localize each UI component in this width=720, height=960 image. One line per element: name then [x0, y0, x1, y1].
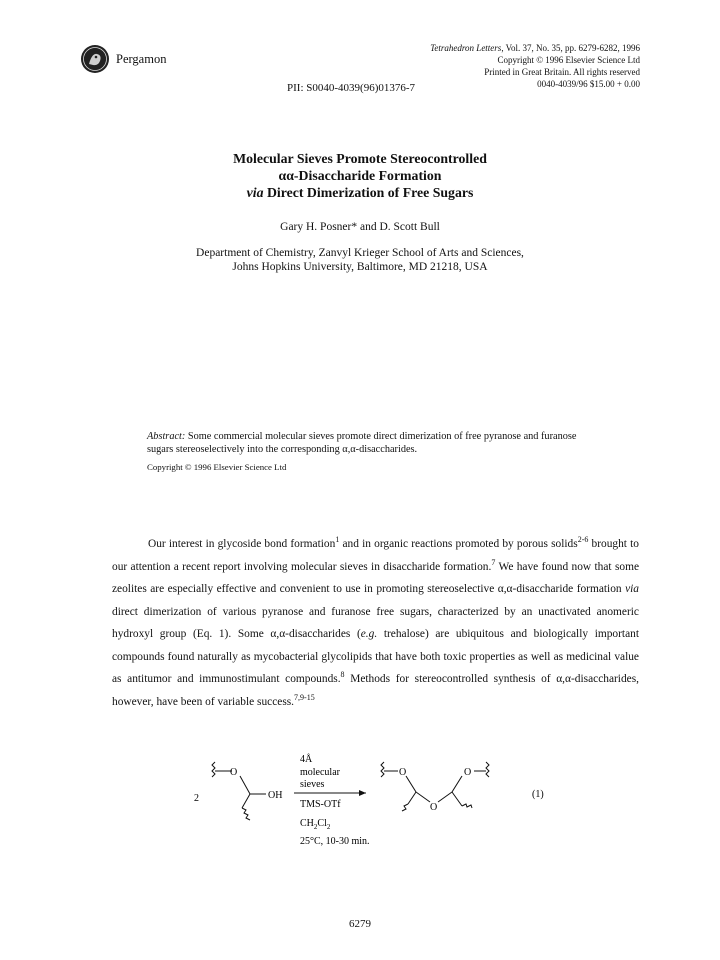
body-sentence: We have found now that some zeolites are especially effective and convenient to use in promoting stereoselective α,α-disaccharide formation [112, 560, 640, 595]
abstract-copyright: Copyright © 1996 Elsevier Science Ltd [147, 462, 287, 472]
body-sentence: Methods for stereocontrolled synthesis of α,α-disaccharides, however, have been of variable success. [112, 673, 639, 708]
arrowhead [359, 790, 366, 796]
body-sentence: direct dimerization of various pyranose and furanose free sugars, characterized by an unactivated anomeric hydroxyl group (Eq. 1). Some α,α-disaccharides ( [112, 605, 639, 640]
bond [416, 792, 430, 802]
journal-printed: Printed in Great Britain. All rights reserved [484, 67, 640, 77]
abstract [147, 430, 587, 456]
abstract-label: Abstract: [147, 431, 186, 442]
solvent [300, 818, 331, 831]
affiliation [100, 246, 620, 274]
journal-citation [360, 42, 640, 54]
wavy-bond [402, 804, 408, 811]
journal-title: Tetrahedron Letters [430, 43, 502, 53]
bond [240, 776, 250, 794]
wavy-bond [212, 762, 215, 777]
wavy-bond [462, 804, 472, 808]
bridging-oxygen-label: O [430, 802, 438, 813]
reference-superscript: 8 [340, 670, 345, 679]
reagent-sieves: sieves [300, 779, 325, 790]
italic-via: via [625, 583, 639, 595]
publisher-name: Pergamon [116, 51, 167, 66]
title-line-1: Molecular Sieves Promote Stereocontrolled [233, 151, 487, 166]
reference-superscript: 1 [335, 535, 340, 544]
body-sentence: trehalose) are ubiquitous and biologically important compounds found naturally as mycobacterial glycolipids that have both toxic properties as well as medicinal value as antitumor and immunostimulant compounds. [112, 628, 639, 685]
bond [452, 776, 462, 792]
solvent-subscript: 2 [326, 823, 331, 831]
italic-eg: e.g. [360, 628, 378, 640]
title-line-3 [100, 184, 620, 201]
reagent-sieve-size: 4Å [300, 754, 313, 765]
journal-volume-info: , Vol. 37, No. 35, pp. 6279-6282, 1996 [501, 43, 640, 53]
reactant-structure [212, 762, 266, 820]
solvent-cl: Cl [317, 818, 327, 829]
solvent-subscript: 2 [313, 823, 318, 831]
page-number: 6279 [349, 918, 371, 930]
product-ring-oxygen-label: O [399, 767, 407, 778]
body-sentence: and in organic reactions promoted by porous solids [339, 538, 578, 550]
bond [452, 792, 462, 806]
reagent-tms-otf: TMS-OTf [300, 799, 341, 810]
bond [242, 794, 250, 808]
pergamon-seal-icon [80, 44, 110, 74]
affiliation-line-1: Department of Chemistry, Zanvyl Krieger School of Arts and Sciences, [196, 247, 524, 259]
equation-coefficient: 2 [194, 793, 199, 804]
publisher-logo-block [80, 44, 166, 74]
reference-superscript: 7 [491, 557, 496, 567]
bond [408, 792, 416, 804]
ring-oxygen-label: O [230, 767, 238, 778]
journal-price: 0040-4039/96 $15.00 + 0.00 [537, 79, 640, 89]
abstract-text: Some commercial molecular sieves promote direct dimerization of free pyranose and furanose sugars stereoselectively into the corresponding α,α-disaccharides. [147, 431, 577, 455]
body-paragraph [112, 533, 639, 713]
bond [406, 776, 416, 792]
hydroxyl-label: OH [268, 790, 283, 801]
title-line-3-rest: Direct Dimerization of Free Sugars [263, 185, 474, 200]
reference-superscript: 2-6 [577, 535, 589, 544]
reaction-equation [180, 752, 580, 872]
title-line-2: αα-Disaccharide Formation [278, 168, 442, 183]
wavy-bond [486, 762, 489, 777]
solvent-ch: CH [300, 818, 314, 829]
affiliation-line-2: Johns Hopkins University, Baltimore, MD 21218, USA [232, 261, 488, 273]
wavy-bond [242, 808, 250, 820]
body-sentence: Our interest in glycoside bond formation [148, 538, 336, 550]
equation-number: (1) [532, 789, 544, 800]
journal-copyright: Copyright © 1996 Elsevier Science Ltd [497, 55, 640, 65]
product-ring-oxygen-label-2: O [464, 767, 472, 778]
wavy-bond [381, 762, 384, 777]
reaction-conditions: 25°C, 10-30 min. [300, 836, 370, 847]
bond [438, 792, 452, 802]
authors: Gary H. Posner* and D. Scott Bull [280, 221, 440, 233]
body-sentence: brought to our attention a recent report involving molecular sieves in disaccharide formation. [112, 538, 639, 573]
reference-superscript: 7,9-15 [294, 692, 315, 702]
body-text [112, 533, 639, 713]
pii-identifier: PII: S0040-4039(96)01376-7 [287, 82, 416, 94]
reagent-molecular: molecular [300, 767, 340, 778]
title-italic-via: via [246, 185, 264, 200]
article-title [100, 150, 620, 201]
